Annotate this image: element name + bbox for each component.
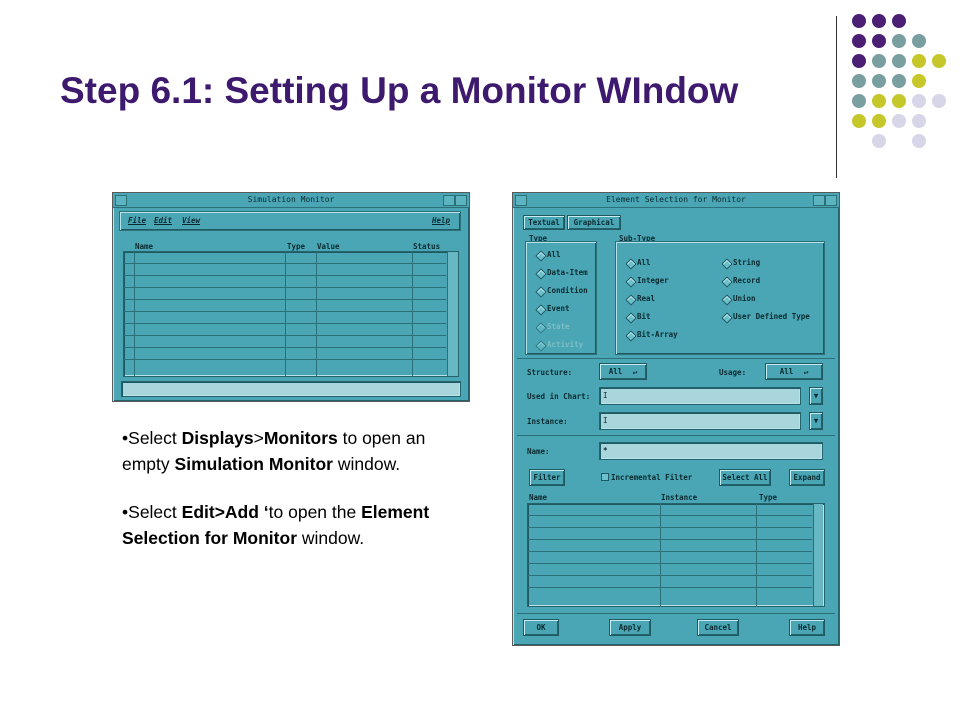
used-in-chart-field[interactable]: [599, 387, 801, 405]
separator: [517, 358, 835, 359]
bullet-item: •Select Displays>Monitors to open an empty Simulation Monitor window.: [122, 428, 426, 474]
dot-teal: [892, 54, 906, 68]
subtype-option-union[interactable]: Union: [733, 294, 756, 303]
row-line: [124, 323, 446, 324]
incremental-filter-label[interactable]: Incremental Filter: [611, 473, 693, 482]
window-title: Element Selection for Monitor: [606, 195, 746, 204]
tab-textual[interactable]: Textual: [523, 215, 565, 230]
dot-teal: [852, 74, 866, 88]
dot-purple: [852, 34, 866, 48]
column-header-name: Name: [529, 493, 548, 502]
structure-value: All: [608, 367, 623, 376]
subtype-option-bit-array[interactable]: Bit-Array: [637, 330, 678, 339]
apply-button[interactable]: Apply: [609, 619, 651, 636]
bullet-text: window.: [333, 454, 401, 474]
separator: [517, 435, 835, 436]
filter-button[interactable]: Filter: [529, 469, 565, 486]
subtype-option-bit[interactable]: Bit: [637, 312, 651, 321]
type-option-condition[interactable]: Condition: [547, 286, 588, 295]
column-divider: [412, 252, 413, 376]
dropdown-indicator-icon: ↵: [803, 367, 809, 376]
type-group-label: Type: [529, 234, 548, 243]
column-header-status: Status: [413, 242, 441, 251]
bullet-list: [122, 425, 462, 573]
bullet-text: to open the: [268, 502, 362, 522]
bullet-emphasis: Simulation Monitor: [174, 454, 333, 474]
bullet-emphasis: Monitors: [263, 428, 338, 448]
row-line: [528, 551, 812, 552]
simulation-monitor-window: [112, 192, 470, 402]
bullet-emphasis: Edit>Add ‘: [181, 502, 269, 522]
vertical-scrollbar[interactable]: [447, 252, 458, 376]
dot-teal: [852, 94, 866, 108]
row-line: [124, 275, 446, 276]
vertical-scrollbar[interactable]: [813, 504, 823, 606]
bullet-text: >: [253, 428, 264, 448]
row-line: [528, 527, 812, 528]
menu-view[interactable]: View: [182, 216, 201, 225]
dot-purple: [852, 54, 866, 68]
used-in-chart-chevron-down-icon[interactable]: ▼: [809, 387, 823, 405]
column-divider: [756, 504, 757, 606]
row-line: [124, 347, 446, 348]
dot-teal: [892, 74, 906, 88]
status-line: [121, 381, 461, 397]
usage-dropdown[interactable]: [765, 363, 823, 380]
type-group-box: [525, 241, 597, 355]
column-divider: [660, 504, 661, 606]
menu-help[interactable]: Help: [432, 216, 451, 225]
window-titlebar[interactable]: [113, 193, 469, 208]
column-header-type: Type: [759, 493, 778, 502]
ok-button[interactable]: OK: [523, 619, 559, 636]
row-line: [528, 587, 812, 588]
dot-lavender: [892, 114, 906, 128]
subtype-option-integer[interactable]: Integer: [637, 276, 669, 285]
window-titlebar[interactable]: [513, 193, 839, 208]
type-option-data-item[interactable]: Data-Item: [547, 268, 588, 277]
column-header-name: Name: [135, 242, 154, 251]
name-value: *: [603, 446, 608, 455]
dot-teal: [892, 34, 906, 48]
dot-teal: [872, 54, 886, 68]
subtype-option-all[interactable]: All: [637, 258, 651, 267]
maximize-button[interactable]: [825, 195, 837, 206]
dot-lavender: [872, 134, 886, 148]
menu-bar: [119, 211, 461, 231]
bullet-emphasis: Displays: [181, 428, 254, 448]
menu-edit[interactable]: Edit: [154, 216, 173, 225]
menu-file[interactable]: File: [128, 216, 147, 225]
dot-olive: [872, 94, 886, 108]
bullet-text: Select: [128, 428, 182, 448]
dot-olive: [932, 54, 946, 68]
type-option-all[interactable]: All: [547, 250, 561, 259]
dropdown-indicator-icon: ↵: [632, 367, 638, 376]
row-line: [124, 263, 446, 264]
used-in-chart-value: I: [603, 391, 608, 400]
subtype-option-user-defined-type[interactable]: User Defined Type: [733, 312, 810, 321]
tab-graphical[interactable]: Graphical: [567, 215, 621, 230]
expand-button[interactable]: Expand: [789, 469, 825, 486]
dot-olive: [912, 74, 926, 88]
type-option-activity: Activity: [547, 340, 584, 349]
name-field[interactable]: [599, 442, 823, 460]
incremental-filter-checkbox[interactable]: [601, 473, 609, 481]
bullet-text: window.: [297, 528, 365, 548]
window-menu-button[interactable]: [115, 195, 127, 206]
instance-chevron-down-icon[interactable]: ▼: [809, 412, 823, 430]
subtype-option-record[interactable]: Record: [733, 276, 761, 285]
subtype-group-label: Sub-Type: [619, 234, 656, 243]
help-button[interactable]: Help: [789, 619, 825, 636]
bullet-text: to open an empty: [122, 428, 426, 474]
row-line: [528, 575, 812, 576]
subtype-option-real[interactable]: Real: [637, 294, 656, 303]
bullet-emphasis: Element Selection for Monitor: [122, 502, 430, 548]
type-option-state: State: [547, 322, 570, 331]
column-header-type: Type: [287, 242, 306, 251]
dot-olive: [852, 114, 866, 128]
row-line: [124, 311, 446, 312]
dot-lavender: [912, 94, 926, 108]
minimize-button[interactable]: [443, 195, 455, 206]
bullet-text: Select: [128, 502, 182, 522]
row-line: [124, 359, 446, 360]
select-all-button[interactable]: Select All: [719, 469, 771, 486]
column-divider: [285, 252, 286, 376]
used-in-chart-label: Used in Chart:: [527, 392, 591, 401]
instance-field[interactable]: [599, 412, 801, 430]
dot-olive: [872, 114, 886, 128]
column-divider: [316, 252, 317, 376]
row-line: [124, 287, 446, 288]
decorative-dot-grid: [848, 14, 948, 154]
row-line: [124, 299, 446, 300]
dot-purple: [872, 34, 886, 48]
type-option-event[interactable]: Event: [547, 304, 570, 313]
instance-value: I: [603, 416, 608, 425]
dot-olive: [892, 94, 906, 108]
element-selection-window: [512, 192, 840, 646]
cancel-button[interactable]: Cancel: [697, 619, 739, 636]
structure-dropdown[interactable]: [599, 363, 647, 380]
dot-lavender: [912, 114, 926, 128]
monitor-table[interactable]: [123, 251, 459, 377]
instance-label: Instance:: [527, 417, 568, 426]
row-line: [124, 335, 446, 336]
name-label: Name:: [527, 447, 550, 456]
dot-lavender: [932, 94, 946, 108]
dot-lavender: [912, 134, 926, 148]
title-divider-line: [836, 16, 837, 178]
row-line: [528, 563, 812, 564]
bullet-item: •Select Edit>Add ‘to open the Element Selection for Monitor window.: [122, 502, 430, 548]
dot-olive: [912, 54, 926, 68]
element-list-table[interactable]: [527, 503, 825, 607]
subtype-option-string[interactable]: String: [733, 258, 761, 267]
dot-purple: [872, 14, 886, 28]
row-line: [528, 539, 812, 540]
dot-purple: [852, 14, 866, 28]
column-header-value: Value: [317, 242, 340, 251]
dot-purple: [892, 14, 906, 28]
structure-label: Structure:: [527, 368, 573, 377]
slide-title: Step 6.1: Setting Up a Monitor WIndow: [60, 70, 739, 111]
usage-label: Usage:: [719, 368, 747, 377]
dot-teal: [912, 34, 926, 48]
row-line: [528, 515, 812, 516]
usage-value: All: [779, 367, 794, 376]
column-divider: [134, 252, 135, 376]
window-menu-button[interactable]: [515, 195, 527, 206]
minimize-button[interactable]: [813, 195, 825, 206]
column-header-instance: Instance: [661, 493, 698, 502]
maximize-button[interactable]: [455, 195, 467, 206]
separator: [517, 613, 835, 614]
dot-teal: [872, 74, 886, 88]
window-title: Simulation Monitor: [247, 195, 335, 204]
